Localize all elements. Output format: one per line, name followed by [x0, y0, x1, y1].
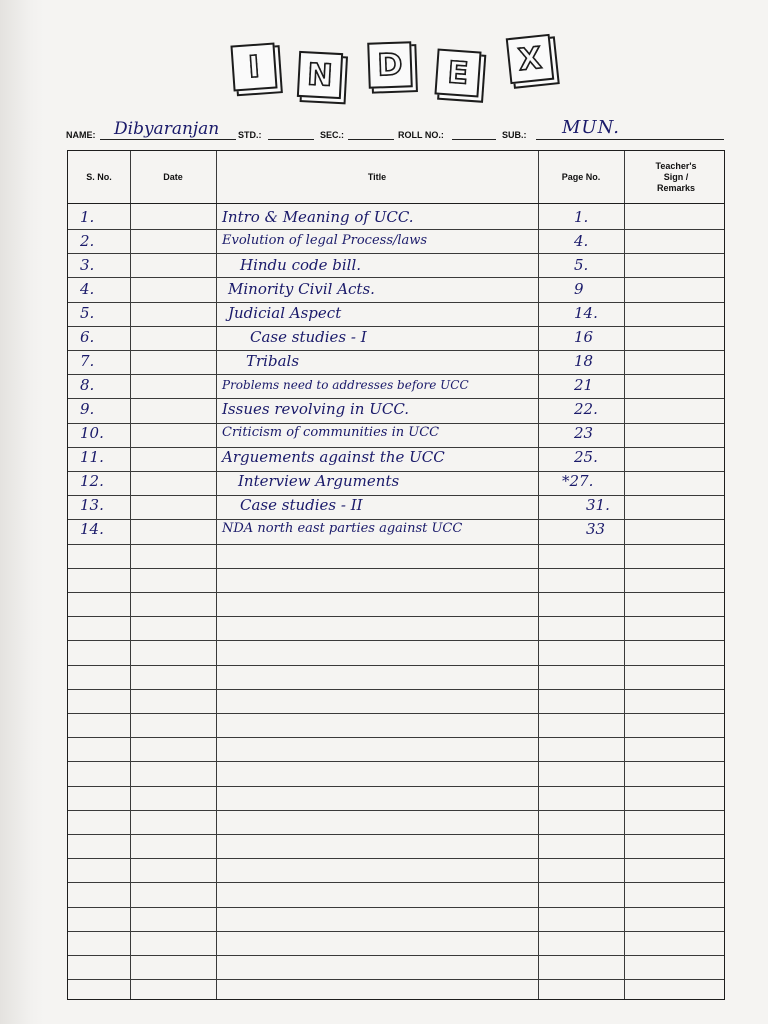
row-14-title: NDA north east parties against UCC	[222, 521, 463, 536]
row-rule	[68, 979, 724, 980]
col-divider	[216, 151, 217, 999]
row-rule	[68, 858, 724, 859]
row-rule	[68, 616, 724, 617]
col-header-date: Date	[163, 171, 183, 182]
row-12-page: *27.	[562, 472, 594, 490]
row-rule	[68, 810, 724, 811]
row-2-page: 4.	[574, 232, 589, 250]
row-3-page: 5.	[574, 256, 589, 274]
row-6-sno: 6.	[80, 328, 95, 346]
row-7-page: 18	[574, 352, 594, 370]
name-label: NAME:	[66, 130, 96, 140]
row-10-title: Criticism of communities in UCC	[222, 425, 440, 440]
row-13-title: Case studies - II	[240, 496, 363, 514]
roll-rule	[452, 139, 496, 140]
row-rule	[68, 834, 724, 835]
name-value: Dibyaranjan	[114, 119, 220, 139]
row-5-page: 14.	[574, 304, 598, 322]
col-header-title: Title	[367, 171, 387, 182]
row-9-title: Issues revolving in UCC.	[222, 400, 410, 418]
sec-rule	[348, 139, 394, 140]
sub-rule	[536, 139, 724, 140]
row-rule	[68, 592, 724, 593]
page-binding-shadow	[0, 0, 44, 1024]
row-rule	[68, 689, 724, 690]
row-3-title: Hindu code bill.	[240, 256, 362, 274]
row-7-title: Tribals	[246, 352, 300, 370]
row-rule	[68, 882, 724, 883]
header-divider	[68, 203, 724, 204]
row-6-title: Case studies - I	[250, 328, 367, 346]
row-rule	[68, 761, 724, 762]
col-divider	[624, 151, 625, 999]
row-rule	[68, 907, 724, 908]
row-8-title: Problems need to addresses before UCC	[222, 378, 469, 392]
sub-value: MUN.	[562, 117, 620, 138]
row-rule	[68, 544, 724, 545]
row-rule	[68, 955, 724, 956]
col-divider	[130, 151, 131, 999]
col-header-remarks: Teacher's Sign / Remarks	[655, 160, 697, 193]
row-12-title: Interview Arguments	[238, 472, 400, 490]
row-13-page: 31.	[586, 496, 610, 514]
row-1-title: Intro & Meaning of UCC.	[222, 208, 414, 226]
std-label: STD.:	[238, 130, 262, 140]
index-table	[67, 150, 725, 1000]
row-2-title: Evolution of legal Process/laws	[222, 233, 428, 248]
index-tile-e: E	[434, 49, 481, 98]
row-rule	[68, 350, 724, 351]
row-rule	[68, 326, 724, 327]
row-8-sno: 8.	[80, 376, 95, 394]
name-rule	[100, 139, 236, 140]
row-rule	[68, 495, 724, 496]
index-title	[226, 30, 566, 102]
row-5-sno: 5.	[80, 304, 95, 322]
row-rule	[68, 713, 724, 714]
col-header-page: Page No.	[561, 171, 601, 182]
row-6-page: 16	[574, 328, 594, 346]
std-rule	[268, 139, 314, 140]
row-13-sno: 13.	[80, 496, 104, 514]
row-11-title: Arguements against the UCC	[222, 448, 445, 466]
row-12-sno: 12.	[80, 472, 104, 490]
row-7-sno: 7.	[80, 352, 95, 370]
index-tile-n: N	[297, 51, 343, 99]
row-4-sno: 4.	[80, 280, 95, 298]
row-11-page: 25.	[574, 448, 598, 466]
index-tile-x: X	[506, 34, 555, 84]
row-14-page: 33	[586, 520, 606, 538]
row-rule	[68, 640, 724, 641]
index-tile-i: I	[230, 43, 277, 92]
row-rule	[68, 302, 724, 303]
row-rule	[68, 568, 724, 569]
row-rule	[68, 253, 724, 254]
row-9-page: 22.	[574, 400, 598, 418]
row-2-sno: 2.	[80, 232, 95, 250]
row-11-sno: 11.	[80, 448, 104, 466]
row-4-page: 9	[574, 280, 584, 298]
sub-label: SUB.:	[502, 130, 527, 140]
index-tile-d: D	[367, 41, 413, 89]
student-details	[66, 118, 726, 144]
row-4-title: Minority Civil Acts.	[228, 280, 375, 298]
row-8-page: 21	[574, 376, 594, 394]
row-10-page: 23	[574, 424, 594, 442]
row-rule	[68, 665, 724, 666]
row-3-sno: 3.	[80, 256, 95, 274]
row-rule	[68, 277, 724, 278]
sec-label: SEC.:	[320, 130, 345, 140]
row-rule	[68, 737, 724, 738]
row-14-sno: 14.	[80, 520, 104, 538]
row-rule	[68, 786, 724, 787]
row-9-sno: 9.	[80, 400, 95, 418]
row-1-page: 1.	[574, 208, 589, 226]
row-rule	[68, 931, 724, 932]
col-header-sno: S. No.	[86, 171, 112, 182]
roll-label: ROLL NO.:	[398, 130, 444, 140]
row-10-sno: 10.	[80, 424, 104, 442]
col-divider	[538, 151, 539, 999]
row-5-title: Judicial Aspect	[228, 304, 342, 322]
row-1-sno: 1.	[80, 208, 95, 226]
